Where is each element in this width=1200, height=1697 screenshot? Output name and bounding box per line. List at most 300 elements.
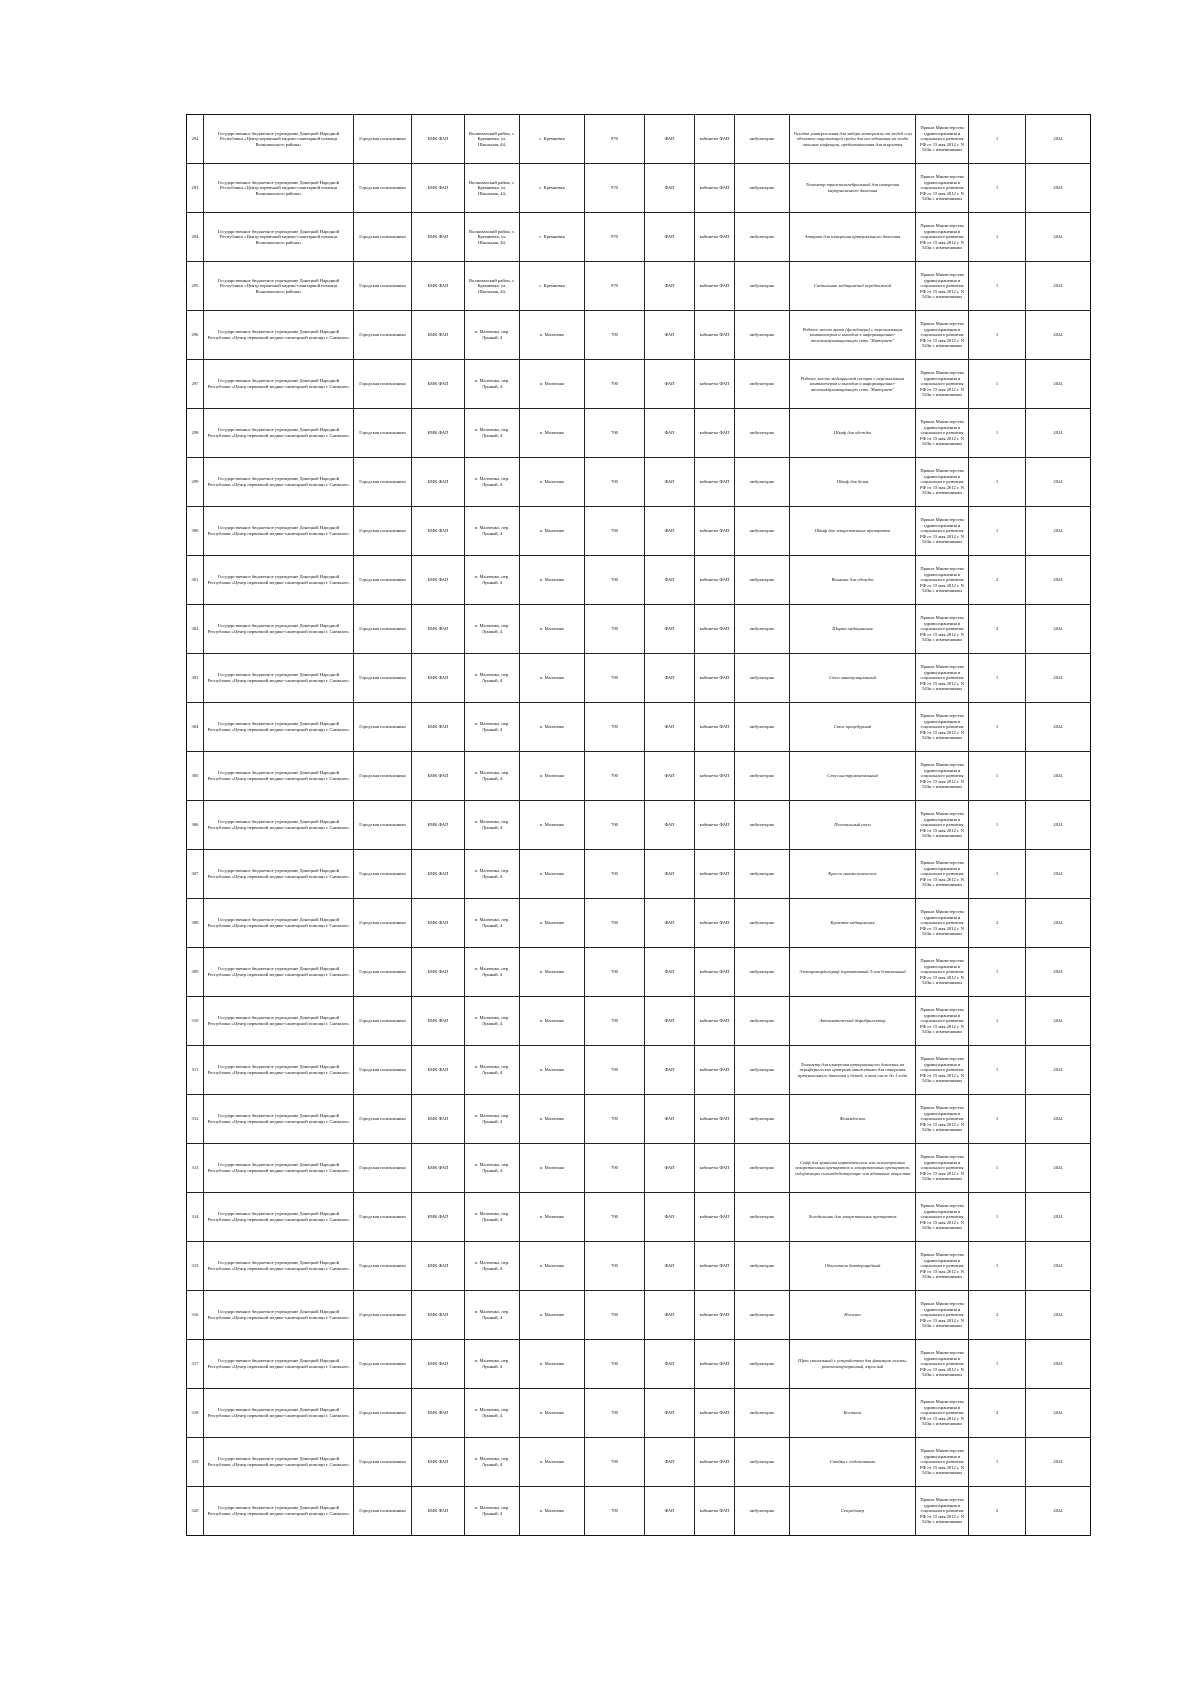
cell-care-form: амбулаторно (735, 1242, 790, 1291)
cell-care-form: амбулаторно (735, 164, 790, 213)
cell-department: кабинеты ФАП (695, 997, 735, 1046)
cell-building-type: БМК ФАП (412, 262, 465, 311)
cell-facility-type: ФАП (645, 997, 695, 1046)
cell-facility-type: ФАП (645, 1144, 695, 1193)
cell-building-type: БМК ФАП (412, 360, 465, 409)
cell-department: кабинеты ФАП (695, 1095, 735, 1144)
cell-equipment-name: Пеленальный стол (790, 801, 916, 850)
cell-legal-basis: Приказ Министерства здравоохранения и социального развития РФ от 15 мая 2012 г. N 543н с изменениями (916, 752, 969, 801)
cell-population: 970 (585, 262, 645, 311)
cell-equipment-name: Костыли (790, 1389, 916, 1438)
cell-address: п. Малченко, пер. Лунный, 4 (465, 1340, 520, 1389)
cell-department: кабинеты ФАП (695, 1242, 735, 1291)
cell-equipment-name: Вешалка для одежды (790, 556, 916, 605)
table-row (187, 1095, 1091, 1144)
cell-department: кабинеты ФАП (695, 1389, 735, 1438)
cell-institution-type: Городская поликлиника (354, 213, 412, 262)
cell-settlement: п. Малченко (520, 1193, 585, 1242)
cell-facility-type: ФАП (645, 1193, 695, 1242)
cell-organization-name: Государственное бюджетное учреждение Донецкой Народной Республики «Центр первичной медико-санитарной помощи г. Снежное» (204, 899, 354, 948)
cell-care-form: амбулаторно (735, 507, 790, 556)
cell-quantity: 1 (969, 654, 1026, 703)
cell-department: кабинеты ФАП (695, 1291, 735, 1340)
table-row (187, 1144, 1091, 1193)
cell-department: кабинеты ФАП (695, 1487, 735, 1536)
cell-facility-type: ФАП (645, 409, 695, 458)
cell-legal-basis: Приказ Министерства здравоохранения и социального развития РФ от 15 мая 2012 г. N 543н с изменениями (916, 409, 969, 458)
cell-address: п. Малченко, пер. Лунный, 4 (465, 1046, 520, 1095)
cell-equipment-name: Светильник медицинский передвижной (790, 262, 916, 311)
cell-care-form: амбулаторно (735, 605, 790, 654)
cell-population: 700 (585, 1291, 645, 1340)
cell-organization-name: Государственное бюджетное учреждение Донецкой Народной Республики «Центр первичной медико-санитарной помощи г. Снежное» (204, 997, 354, 1046)
cell-population: 700 (585, 850, 645, 899)
cell-legal-basis: Приказ Министерства здравоохранения и социального развития РФ от 15 мая 2012 г. N 543н с изменениями (916, 360, 969, 409)
cell-institution-type: Городская поликлиника (354, 1291, 412, 1340)
cell-equipment-name: Кресло гинекологическое (790, 850, 916, 899)
cell-building-type: БМК ФАП (412, 409, 465, 458)
cell-address: п. Малченко, пер. Лунный, 4 (465, 1193, 520, 1242)
cell-settlement: п. Малченко (520, 1046, 585, 1095)
cell-organization-name: Государственное бюджетное учреждение Донецкой Народной Республики «Центр первичной медико-санитарной помощи г. Снежное» (204, 556, 354, 605)
cell-equipment-name: Шкаф для одежды (790, 409, 916, 458)
cell-institution-type: Городская поликлиника (354, 115, 412, 164)
cell-population: 700 (585, 1193, 645, 1242)
cell-row-number: 320 (187, 1487, 204, 1536)
cell-institution-type: Городская поликлиника (354, 703, 412, 752)
cell-quantity: 1 (969, 409, 1026, 458)
cell-department: кабинеты ФАП (695, 605, 735, 654)
cell-care-form: амбулаторно (735, 1389, 790, 1438)
cell-row-number: 308 (187, 899, 204, 948)
cell-address: п. Малченко, пер. Лунный, 4 (465, 1487, 520, 1536)
cell-settlement: п. Малченко (520, 899, 585, 948)
cell-organization-name: Государственное бюджетное учреждение Донецкой Народной Республики «Центр первичной медико-санитарной помощи г. Снежное» (204, 458, 354, 507)
cell-legal-basis: Приказ Министерства здравоохранения и социального развития РФ от 15 мая 2012 г. N 543н с изменениями (916, 556, 969, 605)
cell-address: п. Малченко, пер. Лунный, 4 (465, 1389, 520, 1438)
cell-organization-name: Государственное бюджетное учреждение Донецкой Народной Республики «Центр первичной медико-санитарной помощи г. Снежное» (204, 1438, 354, 1487)
cell-facility-type: ФАП (645, 1046, 695, 1095)
cell-population: 700 (585, 605, 645, 654)
cell-row-number: 295 (187, 262, 204, 311)
cell-legal-basis: Приказ Министерства здравоохранения и социального развития РФ от 15 мая 2012 г. N 543н с изменениями (916, 458, 969, 507)
cell-population: 700 (585, 1487, 645, 1536)
cell-facility-type: ФАП (645, 1291, 695, 1340)
cell-year: 2024 (1026, 115, 1091, 164)
cell-building-type: БМК ФАП (412, 1389, 465, 1438)
cell-quantity: 1 (969, 311, 1026, 360)
cell-row-number: 319 (187, 1438, 204, 1487)
cell-care-form: амбулаторно (735, 899, 790, 948)
cell-population: 700 (585, 1242, 645, 1291)
cell-quantity: 1 (969, 115, 1026, 164)
cell-equipment-name: Стол инструментальный (790, 752, 916, 801)
cell-care-form: амбулаторно (735, 115, 790, 164)
cell-settlement: п. Малченко (520, 311, 585, 360)
cell-address: п. Малченко, пер. Лунный, 4 (465, 850, 520, 899)
cell-year: 2024 (1026, 458, 1091, 507)
cell-row-number: 313 (187, 1144, 204, 1193)
cell-building-type: БМК ФАП (412, 703, 465, 752)
cell-address: п. Малченко, пер. Лунный, 4 (465, 1242, 520, 1291)
cell-care-form: амбулаторно (735, 1095, 790, 1144)
cell-year: 2024 (1026, 1487, 1091, 1536)
cell-address: п. Малченко, пер. Лунный, 4 (465, 1095, 520, 1144)
cell-equipment-name: Рабочее место врача (фельдшера) с персональным компьютером и выходом в информационно-телекоммуникационную сеть "Интернет" (790, 311, 916, 360)
cell-equipment-name: Стол манипуляционный (790, 654, 916, 703)
cell-settlement: п. Малченко (520, 801, 585, 850)
cell-institution-type: Городская поликлиника (354, 507, 412, 556)
cell-building-type: БМК ФАП (412, 1095, 465, 1144)
cell-settlement: с. Кремневка (520, 115, 585, 164)
cell-building-type: БМК ФАП (412, 507, 465, 556)
cell-population: 700 (585, 458, 645, 507)
cell-building-type: БМК ФАП (412, 458, 465, 507)
cell-facility-type: ФАП (645, 311, 695, 360)
cell-facility-type: ФАП (645, 752, 695, 801)
cell-equipment-name: Холодильник для лекарственных препаратов (790, 1193, 916, 1242)
cell-address: п. Малченко, пер. Лунный, 4 (465, 801, 520, 850)
table-row (187, 997, 1091, 1046)
equipment-table (186, 114, 1091, 1536)
table-row (187, 115, 1091, 164)
cell-legal-basis: Приказ Министерства здравоохранения и социального развития РФ от 15 мая 2012 г. N 543н с изменениями (916, 262, 969, 311)
cell-quantity: 1 (969, 1144, 1026, 1193)
cell-quantity: 1 (969, 164, 1026, 213)
cell-institution-type: Городская поликлиника (354, 1340, 412, 1389)
cell-institution-type: Городская поликлиника (354, 948, 412, 997)
cell-year: 2024 (1026, 1144, 1091, 1193)
cell-equipment-name: Носилки (790, 1291, 916, 1340)
cell-legal-basis: Приказ Министерства здравоохранения и социального развития РФ от 15 мая 2012 г. N 543н с изменениями (916, 1438, 969, 1487)
cell-department: кабинеты ФАП (695, 115, 735, 164)
cell-legal-basis: Приказ Министерства здравоохранения и социального развития РФ от 15 мая 2012 г. N 543н с изменениями (916, 899, 969, 948)
table-row (187, 311, 1091, 360)
cell-row-number: 297 (187, 360, 204, 409)
cell-department: кабинеты ФАП (695, 703, 735, 752)
cell-settlement: п. Малченко (520, 1487, 585, 1536)
cell-row-number: 294 (187, 213, 204, 262)
cell-settlement: п. Малченко (520, 605, 585, 654)
cell-building-type: БМК ФАП (412, 1242, 465, 1291)
cell-institution-type: Городская поликлиника (354, 556, 412, 605)
cell-department: кабинеты ФАП (695, 311, 735, 360)
cell-address: Волновахский район, с. Кремневка, ул. Школьная, 44, (465, 262, 520, 311)
cell-facility-type: ФАП (645, 850, 695, 899)
cell-equipment-name: Сейф для хранения наркотических или психотропных лекарственных препаратов и лекарственных препаратов, содержащих сильнодействующие или ядовитые вещества (790, 1144, 916, 1193)
cell-settlement: п. Малченко (520, 360, 585, 409)
cell-legal-basis: Приказ Министерства здравоохранения и социального развития РФ от 15 мая 2012 г. N 543н с изменениями (916, 1340, 969, 1389)
cell-equipment-name: Щит спинальный с устройством для фиксации головы, рентгенопрозрачный, взрослый (790, 1340, 916, 1389)
cell-organization-name: Государственное бюджетное учреждение Донецкой Народной Республики «Центр первичной медико-санитарной помощи г. Снежное» (204, 1291, 354, 1340)
cell-institution-type: Городская поликлиника (354, 1242, 412, 1291)
cell-address: п. Малченко, пер. Лунный, 4 (465, 360, 520, 409)
cell-building-type: БМК ФАП (412, 556, 465, 605)
cell-population: 700 (585, 556, 645, 605)
cell-equipment-name: Шкаф для лекарственных препаратов (790, 507, 916, 556)
cell-care-form: амбулаторно (735, 801, 790, 850)
table-row (187, 1438, 1091, 1487)
cell-year: 2024 (1026, 164, 1091, 213)
cell-address: Волновахский район, с. Кремневка, ул. Школьная, 44, (465, 213, 520, 262)
cell-year: 2024 (1026, 1095, 1091, 1144)
cell-row-number: 312 (187, 1095, 204, 1144)
cell-organization-name: Государственное бюджетное учреждение Донецкой Народной Республики «Центр первичной медико-санитарной помощи г. Снежное» (204, 1144, 354, 1193)
cell-row-number: 318 (187, 1389, 204, 1438)
cell-care-form: амбулаторно (735, 654, 790, 703)
cell-institution-type: Городская поликлиника (354, 1438, 412, 1487)
cell-building-type: БМК ФАП (412, 164, 465, 213)
cell-population: 970 (585, 164, 645, 213)
cell-care-form: амбулаторно (735, 850, 790, 899)
table-row (187, 262, 1091, 311)
cell-legal-basis: Приказ Министерства здравоохранения и социального развития РФ от 15 мая 2012 г. N 543н с изменениями (916, 654, 969, 703)
cell-quantity: 1 (969, 1340, 1026, 1389)
cell-department: кабинеты ФАП (695, 409, 735, 458)
cell-legal-basis: Приказ Министерства здравоохранения и социального развития РФ от 15 мая 2012 г. N 543н с изменениями (916, 1193, 969, 1242)
cell-legal-basis: Приказ Министерства здравоохранения и социального развития РФ от 15 мая 2012 г. N 543н с изменениями (916, 1487, 969, 1536)
cell-quantity: 2 (969, 1487, 1026, 1536)
cell-address: п. Малченко, пер. Лунный, 4 (465, 311, 520, 360)
cell-building-type: БМК ФАП (412, 1487, 465, 1536)
cell-organization-name: Государственное бюджетное учреждение Донецкой Народной Республики «Центр первичной медико-санитарной помощи г. Снежное» (204, 311, 354, 360)
cell-equipment-name: Стол процедурный (790, 703, 916, 752)
cell-institution-type: Городская поликлиника (354, 409, 412, 458)
cell-address: Волновахский район, с. Кремневка, ул. Школьная, 44, (465, 115, 520, 164)
cell-care-form: амбулаторно (735, 752, 790, 801)
cell-equipment-name: Рабочее место медицинской сестры с персональным компьютером и выходом в информационно-телекоммуникационную сеть "Интернет" (790, 360, 916, 409)
cell-building-type: БМК ФАП (412, 115, 465, 164)
cell-organization-name: Государственное бюджетное учреждение Донецкой Народной Республики «Центр первичной медико-санитарной помощи г. Снежное» (204, 801, 354, 850)
cell-row-number: 299 (187, 458, 204, 507)
cell-facility-type: ФАП (645, 1095, 695, 1144)
cell-quantity: 1 (969, 458, 1026, 507)
cell-settlement: п. Малченко (520, 703, 585, 752)
cell-facility-type: ФАП (645, 213, 695, 262)
cell-facility-type: ФАП (645, 360, 695, 409)
cell-facility-type: ФАП (645, 262, 695, 311)
cell-legal-basis: Приказ Министерства здравоохранения и социального развития РФ от 15 мая 2012 г. N 543н с изменениями (916, 1242, 969, 1291)
cell-equipment-name: Облучатель бактерицидный (790, 1242, 916, 1291)
cell-equipment-name: Шкаф для белья (790, 458, 916, 507)
cell-population: 700 (585, 311, 645, 360)
cell-care-form: амбулаторно (735, 311, 790, 360)
cell-population: 700 (585, 899, 645, 948)
cell-settlement: п. Малченко (520, 1095, 585, 1144)
cell-department: кабинеты ФАП (695, 213, 735, 262)
cell-quantity: 1 (969, 1438, 1026, 1487)
cell-building-type: БМК ФАП (412, 899, 465, 948)
cell-care-form: амбулаторно (735, 948, 790, 997)
cell-quantity: 2 (969, 1389, 1026, 1438)
cell-care-form: амбулаторно (735, 1291, 790, 1340)
cell-care-form: амбулаторно (735, 458, 790, 507)
cell-row-number: 298 (187, 409, 204, 458)
cell-institution-type: Городская поликлиника (354, 605, 412, 654)
cell-legal-basis: Приказ Министерства здравоохранения и социального развития РФ от 15 мая 2012 г. N 543н с изменениями (916, 605, 969, 654)
cell-quantity: 1 (969, 1095, 1026, 1144)
cell-row-number: 292 (187, 115, 204, 164)
cell-legal-basis: Приказ Министерства здравоохранения и социального развития РФ от 15 мая 2012 г. N 543н с изменениями (916, 1046, 969, 1095)
cell-organization-name: Государственное бюджетное учреждение Донецкой Народной Республики «Центр первичной медико-санитарной помощи г. Снежное» (204, 948, 354, 997)
cell-population: 700 (585, 1438, 645, 1487)
cell-institution-type: Городская поликлиника (354, 262, 412, 311)
table-row (187, 801, 1091, 850)
cell-organization-name: Государственное бюджетное учреждение Донецкой Народной Республики «Центр первичной медико-санитарной помощи г. Снежное» (204, 1487, 354, 1536)
cell-row-number: 306 (187, 801, 204, 850)
cell-facility-type: ФАП (645, 556, 695, 605)
cell-facility-type: ФАП (645, 458, 695, 507)
cell-quantity: 1 (969, 752, 1026, 801)
cell-organization-name: Государственное бюджетное учреждение Донецкой Народной Республики «Центр первичной медико-санитарной помощи г. Снежное» (204, 1389, 354, 1438)
cell-address: п. Малченко, пер. Лунный, 4 (465, 458, 520, 507)
table-row (187, 556, 1091, 605)
cell-organization-name: Государственное бюджетное учреждение Донецкой Народной Республики «Центр первичной медико-санитарной помощи г. Снежное» (204, 703, 354, 752)
cell-quantity: 2 (969, 556, 1026, 605)
cell-department: кабинеты ФАП (695, 948, 735, 997)
cell-settlement: п. Малченко (520, 409, 585, 458)
cell-population: 700 (585, 1389, 645, 1438)
cell-year: 2024 (1026, 703, 1091, 752)
cell-address: п. Малченко, пер. Лунный, 4 (465, 997, 520, 1046)
cell-quantity: 2 (969, 1291, 1026, 1340)
cell-year: 2024 (1026, 1046, 1091, 1095)
table-row (187, 752, 1091, 801)
cell-building-type: БМК ФАП (412, 948, 465, 997)
cell-population: 700 (585, 752, 645, 801)
cell-population: 700 (585, 507, 645, 556)
cell-building-type: БМК ФАП (412, 997, 465, 1046)
cell-building-type: БМК ФАП (412, 1291, 465, 1340)
cell-facility-type: ФАП (645, 899, 695, 948)
cell-quantity: 1 (969, 801, 1026, 850)
cell-legal-basis: Приказ Министерства здравоохранения и социального развития РФ от 15 мая 2012 г. N 543н с изменениями (916, 115, 969, 164)
cell-settlement: п. Малченко (520, 1389, 585, 1438)
cell-department: кабинеты ФАП (695, 458, 735, 507)
cell-department: кабинеты ФАП (695, 1046, 735, 1095)
cell-address: п. Малченко, пер. Лунный, 4 (465, 752, 520, 801)
cell-equipment-name: Аппарат для измерения артериального давления (790, 213, 916, 262)
cell-population: 700 (585, 360, 645, 409)
cell-population: 700 (585, 1340, 645, 1389)
cell-equipment-name: Электрокардиограф портативный 3-или 6-канальный (790, 948, 916, 997)
cell-year: 2024 (1026, 605, 1091, 654)
cell-organization-name: Государственное бюджетное учреждение Донецкой Народной Республики «Центр первичной медико-санитарной помощи Волновахского района» (204, 164, 354, 213)
cell-population: 970 (585, 213, 645, 262)
cell-row-number: 302 (187, 605, 204, 654)
cell-year: 2024 (1026, 213, 1091, 262)
cell-row-number: 303 (187, 654, 204, 703)
cell-institution-type: Городская поликлиника (354, 1193, 412, 1242)
cell-settlement: п. Малченко (520, 1438, 585, 1487)
cell-department: кабинеты ФАП (695, 801, 735, 850)
cell-settlement: п. Малченко (520, 507, 585, 556)
cell-facility-type: ФАП (645, 1389, 695, 1438)
cell-care-form: амбулаторно (735, 1193, 790, 1242)
cell-facility-type: ФАП (645, 1340, 695, 1389)
cell-organization-name: Государственное бюджетное учреждение Донецкой Народной Республики «Центр первичной медико-санитарной помощи г. Снежное» (204, 654, 354, 703)
cell-population: 700 (585, 997, 645, 1046)
cell-building-type: БМК ФАП (412, 605, 465, 654)
cell-equipment-name: Тонометр транспальпебральный для измерения внутриглазного давления (790, 164, 916, 213)
cell-care-form: амбулаторно (735, 997, 790, 1046)
cell-institution-type: Городская поликлиника (354, 311, 412, 360)
table-row (187, 850, 1091, 899)
cell-organization-name: Государственное бюджетное учреждение Донецкой Народной Республики «Центр первичной медико-санитарной помощи г. Снежное» (204, 752, 354, 801)
table-row (187, 507, 1091, 556)
cell-address: п. Малченко, пер. Лунный, 4 (465, 507, 520, 556)
cell-year: 2024 (1026, 556, 1091, 605)
cell-institution-type: Городская поликлиника (354, 1095, 412, 1144)
cell-population: 700 (585, 948, 645, 997)
cell-care-form: амбулаторно (735, 1340, 790, 1389)
table-row (187, 213, 1091, 262)
cell-year: 2024 (1026, 262, 1091, 311)
cell-row-number: 317 (187, 1340, 204, 1389)
cell-building-type: БМК ФАП (412, 850, 465, 899)
cell-care-form: амбулаторно (735, 703, 790, 752)
cell-facility-type: ФАП (645, 703, 695, 752)
cell-settlement: с. Кремневка (520, 262, 585, 311)
cell-department: кабинеты ФАП (695, 1438, 735, 1487)
cell-legal-basis: Приказ Министерства здравоохранения и социального развития РФ от 15 мая 2012 г. N 543н с изменениями (916, 801, 969, 850)
table-row (187, 899, 1091, 948)
cell-organization-name: Государственное бюджетное учреждение Донецкой Народной Республики «Центр первичной медико-санитарной помощи Волновахского района» (204, 115, 354, 164)
cell-institution-type: Городская поликлиника (354, 360, 412, 409)
cell-settlement: п. Малченко (520, 850, 585, 899)
cell-year: 2024 (1026, 1242, 1091, 1291)
cell-legal-basis: Приказ Министерства здравоохранения и социального развития РФ от 15 мая 2012 г. N 543н с изменениями (916, 850, 969, 899)
cell-settlement: п. Малченко (520, 1291, 585, 1340)
cell-quantity: 1 (969, 1193, 1026, 1242)
cell-department: кабинеты ФАП (695, 1340, 735, 1389)
cell-building-type: БМК ФАП (412, 1340, 465, 1389)
cell-organization-name: Государственное бюджетное учреждение Донецкой Народной Республики «Центр первичной медико-санитарной помощи г. Снежное» (204, 1095, 354, 1144)
cell-year: 2024 (1026, 1389, 1091, 1438)
cell-facility-type: ФАП (645, 605, 695, 654)
cell-quantity: 1 (969, 703, 1026, 752)
table-row (187, 1193, 1091, 1242)
cell-legal-basis: Приказ Министерства здравоохранения и социального развития РФ от 15 мая 2012 г. N 543н с изменениями (916, 164, 969, 213)
cell-settlement: с. Кремневка (520, 213, 585, 262)
cell-care-form: амбулаторно (735, 556, 790, 605)
cell-organization-name: Государственное бюджетное учреждение Донецкой Народной Республики «Центр первичной медико-санитарной помощи Волновахского района» (204, 262, 354, 311)
cell-institution-type: Городская поликлиника (354, 1144, 412, 1193)
table-row (187, 409, 1091, 458)
cell-equipment-name: Автоматический дефибриллятор (790, 997, 916, 1046)
cell-year: 2024 (1026, 507, 1091, 556)
cell-address: п. Малченко, пер. Лунный, 4 (465, 1144, 520, 1193)
cell-organization-name: Государственное бюджетное учреждение Донецкой Народной Республики «Центр первичной медико-санитарной помощи г. Снежное» (204, 360, 354, 409)
cell-legal-basis: Приказ Министерства здравоохранения и социального развития РФ от 15 мая 2012 г. N 543н с изменениями (916, 213, 969, 262)
cell-building-type: БМК ФАП (412, 752, 465, 801)
cell-settlement: п. Малченко (520, 556, 585, 605)
table-row (187, 1046, 1091, 1095)
cell-department: кабинеты ФАП (695, 899, 735, 948)
cell-institution-type: Городская поликлиника (354, 1389, 412, 1438)
cell-institution-type: Городская поликлиника (354, 899, 412, 948)
cell-equipment-name: Кушетка медицинская (790, 899, 916, 948)
cell-row-number: 314 (187, 1193, 204, 1242)
cell-building-type: БМК ФАП (412, 1046, 465, 1095)
cell-facility-type: ФАП (645, 654, 695, 703)
cell-department: кабинеты ФАП (695, 752, 735, 801)
cell-equipment-name: Секундомер (790, 1487, 916, 1536)
cell-address: п. Малченко, пер. Лунный, 4 (465, 654, 520, 703)
cell-department: кабинеты ФАП (695, 164, 735, 213)
cell-quantity: 2 (969, 899, 1026, 948)
cell-quantity: 1 (969, 213, 1026, 262)
